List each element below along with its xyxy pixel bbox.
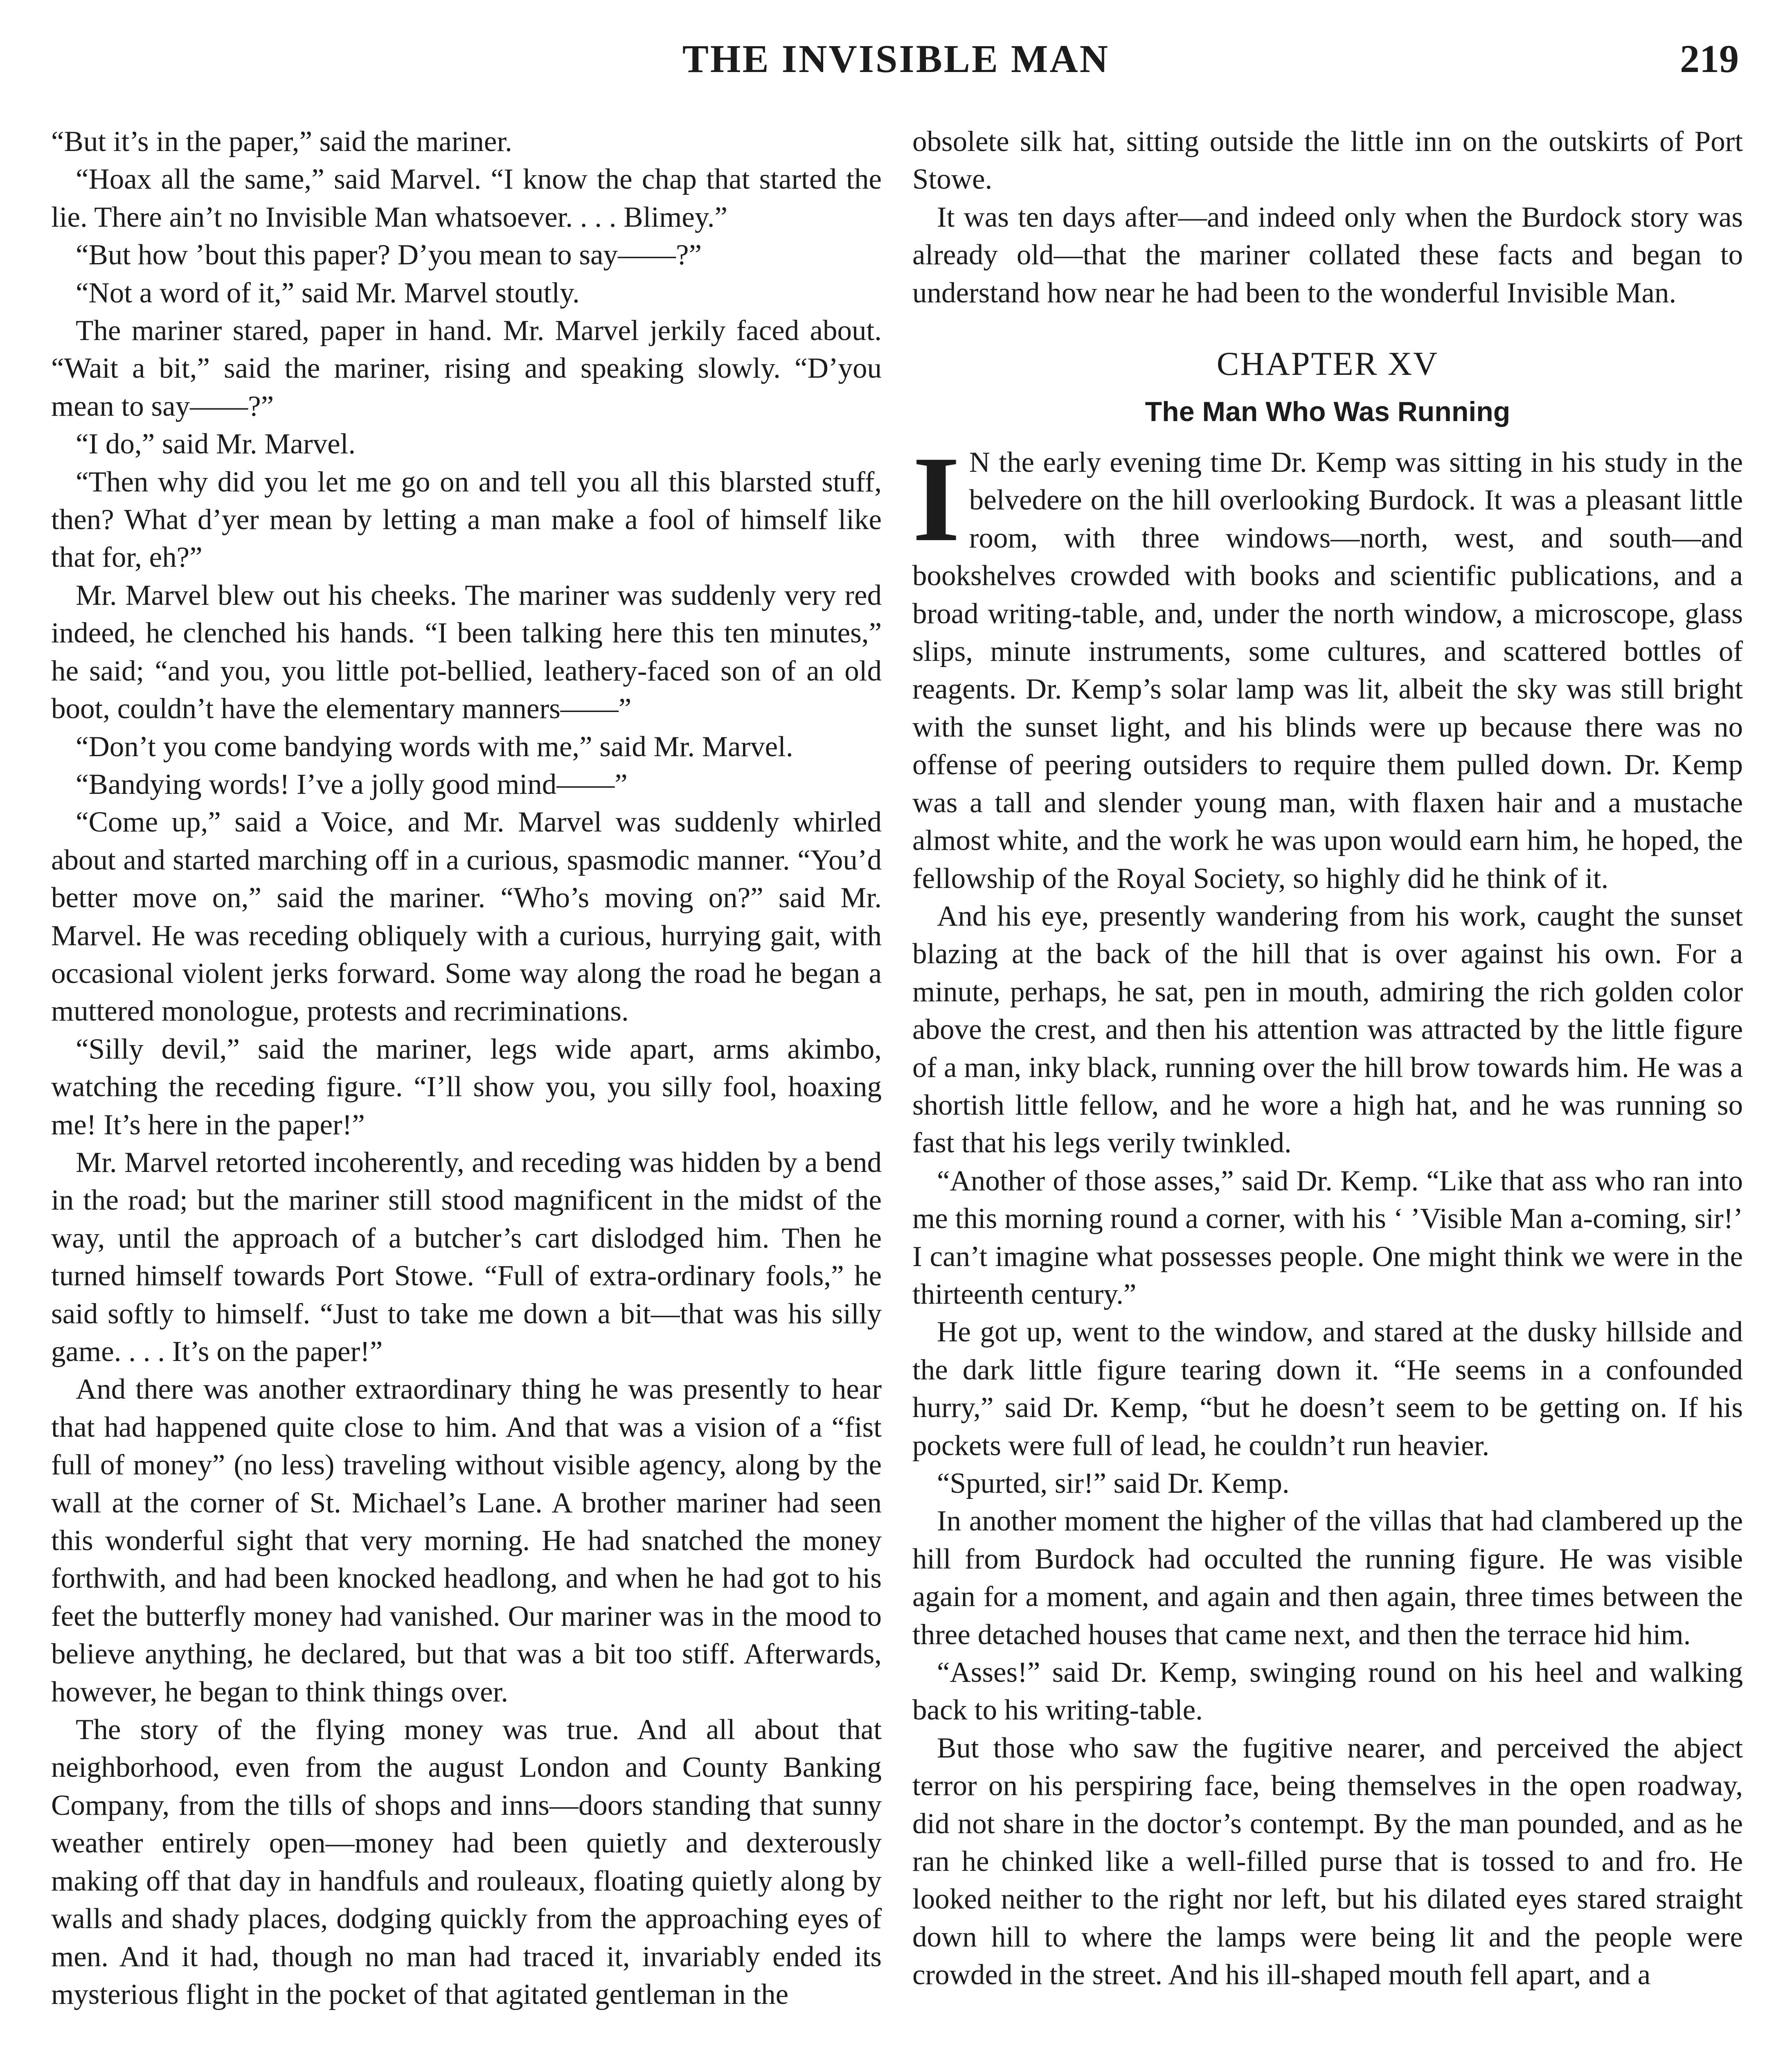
- paragraph: The story of the flying money was true. And all about that neighborhood, even from the august London and County Banking Company, from the tills of shops and inns—doors standing that sunny weather entirely open—money had been quietly and dexterously making off that day in handfuls and rouleaux, floating quietly along by walls and shady places, dodging quickly from the approaching eyes of men. And it had, though no man had traced it, invariably ended its mysterious flight in the pocket of that agitated gentleman in the: [51, 1714, 882, 2010]
- continued-paragraph: obsolete silk hat, sitting outside the little inn on the outskirts of Port Stowe.: [912, 126, 1743, 196]
- paragraph: “Another of those asses,” said Dr. Kemp. “Like that ass who ran into me this morning round a corner, with his ‘ ’Visible Man a-coming, sir!’ I can’t imagine what possesses people. One might think we were in the thirteenth century.”: [912, 1165, 1743, 1310]
- paragraph: “Spurted, sir!” said Dr. Kemp.: [937, 1467, 1290, 1499]
- paragraph: He got up, went to the window, and stared at the dusky hillside and the dark little figure tearing down it. “He seems in a confounded hurry,” said Dr. Kemp, “but he doesn’t seem to be getting on. If his pockets were full of lead, he couldn’t run heavier.: [912, 1316, 1743, 1462]
- paragraph: “Then why did you let me go on and tell you all this blarsted stuff, then? What d’yer mean by letting a man make a fool of himself like that for, eh?”: [51, 466, 882, 574]
- paragraph: The mariner stared, paper in hand. Mr. Marvel jerkily faced about. “Wait a bit,” said the mariner, rising and speaking slowly. “D’you mean to say——?”: [51, 315, 882, 422]
- paragraph: “Hoax all the same,” said Marvel. “I know the chap that started the lie. There ain’t no Invisible Man whatsoever. . . . Blimey.”: [51, 163, 882, 233]
- paragraph: “I do,” said Mr. Marvel.: [76, 428, 356, 460]
- paragraph: “Silly devil,” said the mariner, legs wide apart, arms akimbo, watching the receding figure. “I’ll show you, you silly fool, hoaxing me! It’s here in the paper!”: [51, 1033, 882, 1141]
- paragraph: “Don’t you come bandying words with me,” said Mr. Marvel.: [76, 730, 793, 763]
- page-number: 219: [1680, 37, 1739, 81]
- opening-paragraph-text: N the early evening time Dr. Kemp was sitting in his study in the belvedere on the hill overlooking Burdock. It was a pleasant little room, with three windows—north, west, and south—and bookshelves crowded with books and scientific publications, and a broad writing-table, and, under the north window, a microscope, glass slips, minute instruments, some cultures, and scattered bottles of reagents. Dr. Kemp’s solar lamp was lit, albeit the sky was still bright with the sunset light, and his blinds were up because there was no offense of peering outsiders to require them pulled down. Dr. Kemp was a tall and slender young man, with flaxen hair and a mustache almost white, and the work he was upon would earn him, he hoped, the fellowship of the Royal Society, so highly did he think of it.: [912, 446, 1743, 895]
- paragraph: “Bandying words! I’ve a jolly good mind——”: [76, 768, 628, 800]
- paragraph: Mr. Marvel blew out his cheeks. The mariner was suddenly very red indeed, he clenched his hands. “I been talking here this ten minutes,” he said; “and you, you little pot-bellied, leathery-faced son of an old boot, couldn’t have the elementary manners——”: [51, 579, 882, 725]
- paragraph: “Come up,” said a Voice, and Mr. Marvel was suddenly whirled about and started marching off in a curious, spasmodic manner. “You’d better move on,” said the mariner. “Who’s moving on?” said Mr. Marvel. He was receding obliquely with a curious, hurrying gait, with occasional violent jerks forward. Some way along the road he began a muttered monologue, protests and recriminations.: [51, 806, 882, 1028]
- running-header: [0, 36, 1792, 89]
- paragraph: “But how ’bout this paper? D’you mean to say——?”: [76, 239, 702, 271]
- paragraph: But those who saw the fugitive nearer, and perceived the abject terror on his perspiring face, being themselves in the open roadway, did not share in the doctor’s contempt. By the man pounded, and as he ran he chinked like a well-filled purse that is tossed to and fro. He looked neither to the right nor left, but his dilated eyes stared straight down hill to where the lamps were being lit and the people were crowded in the street. And his ill-shaped mouth fell apart, and a: [912, 1732, 1743, 1991]
- paragraph: And there was another extraordinary thing he was presently to hear that had happened quite close to him. And that was a vision of a “fist full of money” (no less) traveling without visible agency, along by the wall at the corner of St. Michael’s Lane. A brother mariner had seen this wonderful sight that very morning. He had snatched the money forthwith, and had been knocked headlong, and when he had got to his feet the butterfly money had vanished. Our mariner was in the mood to believe anything, he declared, but that was a bit too stiff. Afterwards, however, he began to think things over.: [51, 1373, 882, 1708]
- paragraph: Mr. Marvel retorted incoherently, and receding was hidden by a bend in the road; but the mariner still stood magnificent in the midst of the way, until the approach of a butcher’s cart dislodged him. Then he turned himself towards Port Stowe. “Full of extra-ordinary fools,” he said softly to himself. “Just to take me down a bit—that was his silly game. . . . It’s on the paper!”: [51, 1146, 882, 1368]
- left-column: [51, 123, 882, 2013]
- paragraph: “Not a word of it,” said Mr. Marvel stoutly.: [76, 277, 580, 309]
- book-title: THE INVISIBLE MAN: [682, 37, 1110, 81]
- paragraph: And his eye, presently wandering from his work, caught the sunset blazing at the back of the hill that is over against his own. For a minute, perhaps, he sat, pen in mouth, admiring the rich golden color above the crest, and then his attention was attracted by the little figure of a man, inky black, running over the hill brow towards him. He was a shortish little fellow, and he wore a high hat, and he was running so fast that his legs verily twinkled.: [912, 900, 1743, 1159]
- paragraph: In another moment the higher of the villas that had clambered up the hill from Burdock had occulted the running figure. He was visible again for a moment, and again and then again, three times between the three detached houses that came next, and then the terrace hid him.: [912, 1505, 1743, 1651]
- paragraph: It was ten days after—and indeed only when the Burdock story was already old—that the mariner collated these facts and began to understand how near he had been to the wonderful Invisible Man.: [912, 201, 1743, 309]
- chapter-subtitle: The Man Who Was Running: [1145, 396, 1511, 428]
- right-column: [912, 123, 1743, 1994]
- paragraph: “But it’s in the paper,” said the mariner.: [51, 126, 512, 158]
- paragraph: “Asses!” said Dr. Kemp, swinging round on his heel and walking back to his writing-table.: [912, 1656, 1743, 1726]
- drop-cap: I: [912, 431, 960, 567]
- chapter-heading: CHAPTER XV: [1216, 345, 1439, 383]
- opening-paragraph: [912, 431, 1743, 897]
